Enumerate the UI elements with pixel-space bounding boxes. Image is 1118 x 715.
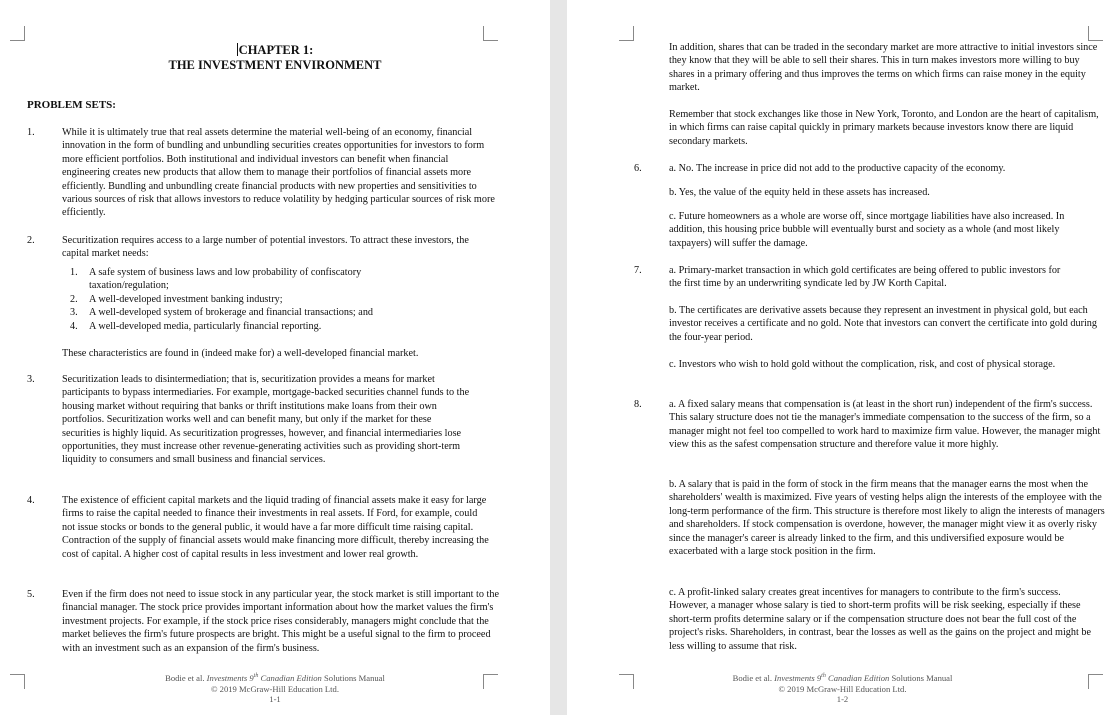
item-text: b. The certificates are derivative assets because they represent an investment in physical gold, but each investor receives a certificate and no gold. Note that investors can convert the certificate into gold during the four-year period. [669,305,1097,343]
document-page-1 [0,0,550,715]
list-item: 3. A well-developed system of brokerage and financial transactions; and [70,307,374,319]
item-number: 1. [27,127,35,138]
crop-mark [10,26,25,41]
item-text: While it is ultimately true that real assets determine the material well-being of an economy, financial innovation in the form of bundling and unbundling securities creates opportunities for investors to form more efficient portfolios. Both institutional and individual investors can benefit when financial engineering creates new products that allow them to manage their portfolios of financial assets more efficiently. Bundling and unbundling create financial products with new properties and sensitivities to various sources of risk that allows investors to reduce volatility by hedging particular sources of risk more efficiently. [62,127,495,219]
requirements-list [70,266,490,333]
list-item: 4. A well-developed media, particularly financial reporting. [70,320,322,332]
item-number: 5. [27,589,35,600]
item-text: The existence of efficient capital markets and the liquid trading of financial assets make it easy for large firms to raise the capital needed to finance their investments in real assets. If Ford, for example, could not issue stocks or bonds to the general public, it would have a far more difficult time raising capital. Contraction of the supply of financial assets would make financing more difficult, thereby increasing the cost of capital. A higher cost of capital results in less investment and lower real growth. [62,495,489,560]
page-footer: Bodie et al. Investments 9th Canadian Edition Solutions Manual © 2019 McGraw-Hill Education Ltd. 1-2 [567,673,1118,705]
item-number: 3. [27,374,35,385]
item-text: Even if the firm does not need to issue stock in any particular year, the stock market is still important to the financial manager. The stock price provides important information about how the market values the firm's investment projects. For example, if the stock price rises considerably, managers might conclude that the market believes the firm's future prospects are bright. This might be a useful signal to the firm to proceed with an investment such as an expansion of the firm's business. [62,589,499,654]
page-number: 1-1 [269,694,281,704]
item-text: b. A salary that is paid in the form of stock in the firm means that the manager earns the most when the shareholders' wealth is maximized. Five years of vesting helps align the interests of the employee with the long-term performance of the firm. This structure is therefore most likely to align the interests of managers and shareholders. If stock compensation is overdone, however, the manager might view it as overly risky since the manager's career is already linked to the firm, and this undiversified exposure would be exacerbated with a large stock position in the firm. [669,479,1105,558]
paragraph: In addition, shares that can be traded in the secondary market are more attractive to initial investors since they know that they will be able to sell their shares. This in turn makes investors more willing to buy shares in a primary offering and thus improves the terms on which firms can raise money in the equity market. [669,42,1098,94]
crop-mark [619,26,634,41]
item-text: a. Primary-market transaction in which gold certificates are being offered to public investors for the first time by an underwriting syndicate led by JW Korth Capital. [669,265,1061,290]
list-item: 2. A well-developed investment banking industry; [70,293,283,305]
item-number: 2. [27,235,35,246]
paragraph: Remember that stock exchanges like those in New York, Toronto, and London are the heart of capitalism, in which firms can raise capital quickly in primary markets because investors know there are liquid secondary markets. [669,109,1099,147]
item-text: Securitization leads to disintermediation; that is, securitization provides a means for market participants to bypass intermediaries. For example, mortgage-backed securities channel funds to the housing market without requiring that banks or thrift institutions make loans from their own portfolios. Securitization works well and can benefit many, but only if the market for these securities is highly liquid. As securitization progresses, however, and financial intermediaries lose opportunities, they must increase other revenue-generating activities such as providing short-term liquidity to consumers and small business and financial services. [62,374,470,466]
item-number: 7. [634,265,642,276]
page-footer: Bodie et al. Investments 9th Canadian Edition Solutions Manual © 2019 McGraw-Hill Education Ltd. 1-1 [0,673,550,705]
document-page-2 [567,0,1118,715]
page-number: 1-2 [836,694,849,704]
crop-mark [483,26,498,41]
item-text: c. Future homeowners as a whole are worse off, since mortgage liabilities have also increased. In addition, this housing price bubble will eventually burst and society as a whole (and most likely taxpayers) will suffer the damage. [669,211,1065,249]
item-number: 6. [634,163,642,174]
item-text: These characteristics are found in (indeed make for) a well-developed financial market. [62,348,419,359]
section-heading: PROBLEM SETS: [27,99,116,111]
item-number: 4. [27,495,35,506]
item-text: a. A fixed salary means that compensation is (at least in the short run) independent of the firm's success. This salary structure does not tie the manager's immediate compensation to the success of the firm, so a manager might not feel too compelled to work hard to maximize firm value. However, the manager might view this as the safest compensation structure and therefore value it more highly. [669,399,1101,451]
item-text: Securitization requires access to a large number of potential investors. To attract these investors, the capital market needs: [62,235,469,260]
crop-mark [1088,26,1103,41]
item-number: 8. [634,399,642,410]
list-item: 1. A safe system of business laws and low probability of confiscatory taxation/regulation; [70,267,362,292]
text-cursor [237,43,238,56]
item-text: c. Investors who wish to hold gold without the complication, risk, and cost of physical storage. [669,359,1056,370]
chapter-title: CHAPTER 1: THE INVESTMENT ENVIRONMENT [168,43,382,72]
item-text: a. No. The increase in price did not add to the productive capacity of the economy. [669,163,1006,174]
item-text: b. Yes, the value of the equity held in these assets has increased. [669,187,930,198]
item-text: c. A profit-linked salary creates great incentives for managers to contribute to the firm's success. However, a manager whose salary is tied to short-term profits will be risk seeking, especially if these short-term profits determine salary or if the compensation structure does not bear the full cost of the project's risks. Shareholders, in contrast, bear the losses as well as the gains on the project and might be less willing to assume that risk. [669,587,1091,652]
